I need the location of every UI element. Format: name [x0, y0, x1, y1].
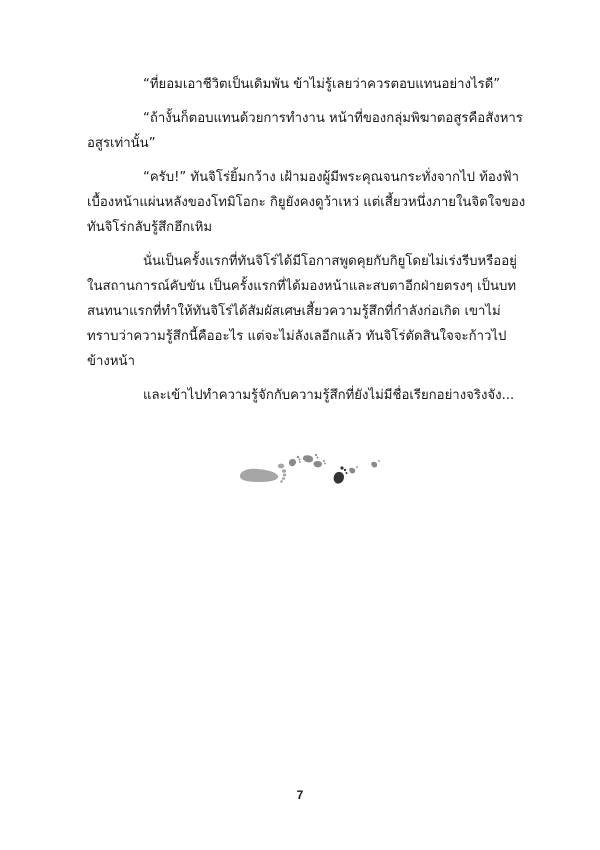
- paragraph: และเข้าไปทำความรู้จักกับความรู้สึกที่ยังไม่มีชื่อเรียกอย่างจริงจัง...: [143, 388, 515, 403]
- footprints-icon: [238, 452, 383, 492]
- paragraph: “ครับ!” ทันจิโร่ยิ้มกว้าง เฝ้ามองผู้มีพระคุณจนกระทั่งจากไป ท้องฟ้าเบื้องหน้าแผ่นหลังของโทมิโอกะ กิยูยังคงดูว้าเหว่ แต่เสี้ยวหนึ่งภายในจิตใจของทันจิโร่กลับรู้สึกฮึกเหิม: [87, 170, 526, 235]
- document-body: [87, 72, 527, 417]
- paragraph: “ที่ยอมเอาชีวิตเป็นเดิมพัน ข้าไม่รู้เลยว่าควรตอบแทนอย่างไรดี”: [143, 77, 501, 92]
- paragraph: “ถ้างั้นก็ตอบแทนด้วยการทำงาน หน้าที่ของกลุ่มพิฆาตอสูรคือสังหารอสูรเท่านั้น”: [87, 111, 523, 151]
- page-number: 7: [296, 788, 304, 802]
- paragraph: นั่นเป็นครั้งแรกที่ทันจิโร่ได้มีโอกาสพูดคุยกับกิยูโดยไม่เร่งรีบหรืออยู่ในสถานการณ์คับขัน เป็นครั้งแรกที่ได้มองหน้าและสบตาอีกฝ่ายตรงๆ เป็นบทสนทนาแรกที่ทำให้ทันจิโร่ได้สัมผัสเศษเสี้ยวความรู้สึกที่กำลังก่อเกิด เขาไม่ทราบว่าความรู้สึกนี้คืออะไร แต่จะไม่ลังเลอีกแล้ว ทันจิโร่ตัดสินใจจะก้าวไปข้างหน้า: [87, 254, 517, 369]
